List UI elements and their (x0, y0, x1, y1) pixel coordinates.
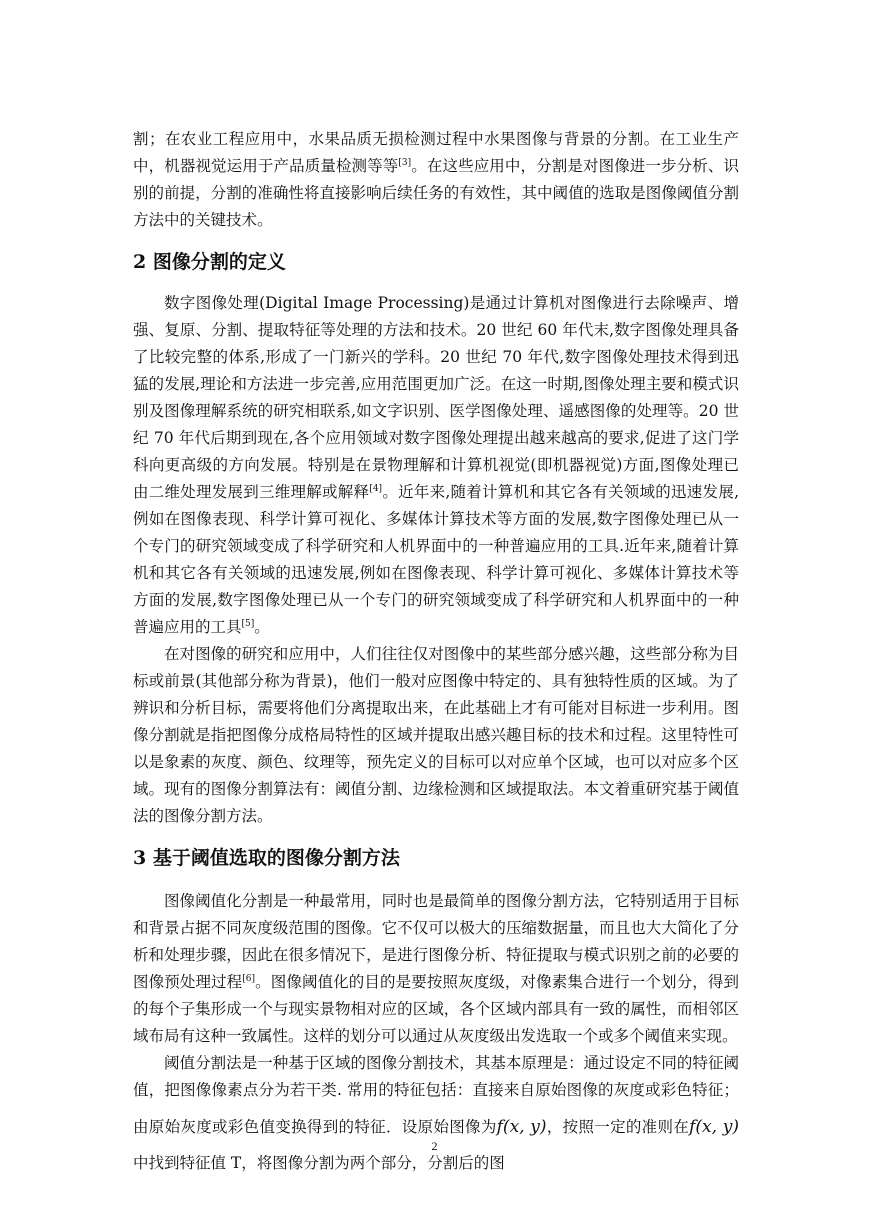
section3-paragraph-2 (133, 1050, 739, 1177)
s2p1-text-b: 。近年来,随着计算机和其它各有关领域的迅速发展,例如在图像表现、科学计算可视化、多媒体计算技术等方面的发展,数字图像处理已从一个专门的研究领域变成了科学研究和人机界面中的一种普遍应用的工具.近年来,随着计算机和其它各有关领域的迅速发展,例如在图像表现、科学计算可视化、多媒体计算技术等方面的发展,数字图像处理已从一个专门的研究领域变成了科学研究和人机界面中的一种普遍应用的工具 (133, 483, 739, 636)
intro-text-b: 。在这些应用中，分割是对图像进一步分析、识别的前提，分割的准确性将直接影响后续任务的有效性，其中阈值的选取是图像阈值分割方法中的关键技术。 (133, 157, 739, 229)
s3p1-text-b: 。图像阈值化的目的是要按照灰度级，对像素集合进行一个划分，得到的每个子集形成一个与现实景物相对应的区域，各个区域内部具有一致的属性，而相邻区域布局有这种一致属性。这样的划分可以通过从灰度级出发选取一个或多个阈值来实现。 (133, 973, 739, 1045)
s2p1-text-a: 数字图像处理(Digital Image Processing)是通过计算机对图像进行去除噪声、增强、复原、分割、提取特征等处理的方法和技术。20 世纪 60 年代末,数字图像处理具备了比较完整的体系,形成了一门新兴的学科。20 世纪 70 年代,数字图像处理技术得到迅猛的发展,理论和方法进一步完善,应用范围更加广泛。在这一时期,图像处理主要和模式识别及图像理解系统的研究相联系,如文字识别、医学图像处理、遥感图像的处理等。20 世纪 70 年代后期到现在,各个应用领域对数字图像处理提出越来越高的要求,促进了这门学科向更高级的方向发展。特别是在景物理解和计算机视觉(即机器视觉)方面,图像处理已由二维处理发展到三维理解或解释 (133, 294, 739, 501)
section-heading-3: 3 基于阈值选取的图像分割方法 (133, 847, 400, 869)
section2-paragraph-1 (133, 290, 739, 641)
citation-ref: [6] (242, 974, 256, 984)
math-expression: f(x, y) (496, 1117, 547, 1137)
s2p1-text-c: 。 (254, 618, 270, 636)
section-heading-2: 2 图像分割的定义 (133, 251, 286, 273)
citation-ref: [3] (398, 158, 412, 168)
intro-text-a: 割；在农业工程应用中，水果品质无损检测过程中水果图像与背景的分割。在工业生产中，机器视觉运用于产品质量检测等等 (133, 130, 739, 175)
page-number: 2 (431, 1139, 438, 1153)
section3-paragraph-1 (133, 888, 739, 1050)
s3p1-text-a: 图像阈值化分割是一种最常用，同时也是最简单的图像分割方法，它特别适用于目标和背景占据不同灰度级范围的图像。它不仅可以极大的压缩数据量，而且也大大简化了分析和处理步骤，因此在很多情况下，是进行图像分析、特征提取与模式识别之前的必要的图像预处理过程 (133, 892, 739, 991)
citation-ref: [4] (369, 484, 383, 494)
s3p2-text-a: 阈值分割法是一种基于区域的图像分割技术，其基本原理是：通过设定不同的特征阈值，把图像像素点分为若干类. 常用的特征包括：直接来自原始图像的灰度或彩色特征；由原始灰度或彩色值变换得到的特征．设原始图像为 (133, 1054, 739, 1136)
s3p2-text-c: 中找到特征值 T，将图像分割为两个部分，分割后的图 (133, 1154, 505, 1172)
intro-paragraph (133, 126, 739, 234)
citation-ref: [5] (241, 619, 255, 629)
s3p2-text-b: ，按照一定的准则在 (546, 1118, 690, 1136)
section2-paragraph-2: 在对图像的研究和应用中，人们往往仅对图像中的某些部分感兴趣，这些部分称为目标或前景(其他部分称为背景)，他们一般对应图像中特定的、具有独特性质的区域。为了辨识和分析目标，需要将他们分离提取出来，在此基础上才有可能对目标进一步利用。图像分割就是指把图像分成格局特性的区域并提取出感兴趣目标的技术和过程。这里特性可以是象素的灰度、颜色、纹理等，预先定义的目标可以对应单个区域，也可以对应多个区域。现有的图像分割算法有：阈值分割、边缘检测和区域提取法。本文着重研究基于阈值法的图像分割方法。 (133, 645, 739, 825)
math-expression: f(x, y) (689, 1117, 739, 1137)
page-body (133, 126, 739, 1177)
